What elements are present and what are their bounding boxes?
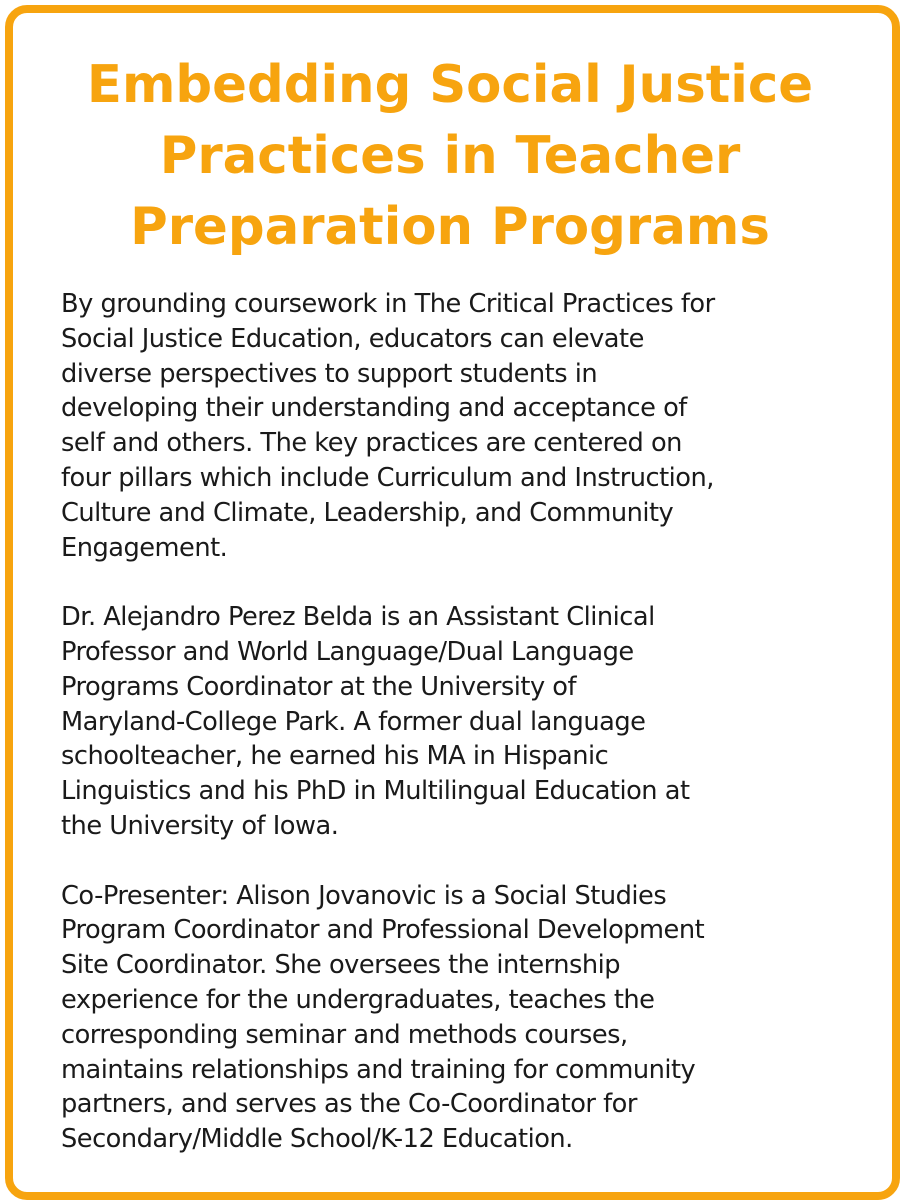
title-line: Embedding Social Justice	[86, 55, 814, 115]
text-line: maintains relationships and training for community	[61, 1054, 696, 1085]
text-line: four pillars which include Curriculum and Instruction,	[61, 462, 714, 493]
text-line: Secondary/Middle School/K-12 Education.	[61, 1124, 573, 1155]
text-line: Maryland-College Park. A former dual language	[61, 706, 646, 737]
body-text	[61, 287, 861, 1192]
text-line: corresponding seminar and methods courses,	[61, 1019, 628, 1050]
title-line: Preparation Programs	[130, 197, 770, 257]
text-line: Engagement.	[61, 532, 228, 563]
text-line: partners, and serves as the Co-Coordinator for	[61, 1089, 637, 1120]
text-line: schoolteacher, he earned his MA in Hispanic	[61, 741, 609, 772]
title-line: Practices in Teacher	[159, 126, 741, 186]
text-line: Social Justice Education, educators can elevate	[61, 323, 644, 354]
paragraph-overview	[61, 287, 861, 565]
text-line: By grounding coursework in The Critical Practices for	[61, 289, 715, 319]
text-line: developing their understanding and acceptance of	[61, 393, 687, 424]
paragraph-co-presenter-bio	[61, 879, 861, 1157]
text-line: the University of Iowa.	[61, 810, 339, 841]
text-line: Site Coordinator. She oversees the internship	[61, 950, 621, 981]
page-title	[0, 50, 900, 263]
paragraph-presenter-bio	[61, 600, 861, 844]
text-line: Culture and Climate, Leadership, and Community	[61, 497, 674, 528]
text-line: experience for the undergraduates, teaches the	[61, 984, 655, 1015]
text-line: self and others. The key practices are centered on	[61, 428, 682, 459]
text-line: Program Coordinator and Professional Development	[61, 915, 705, 946]
text-line: Professor and World Language/Dual Language	[61, 636, 634, 667]
text-line: Programs Coordinator at the University of	[61, 671, 577, 702]
text-line: Linguistics and his PhD in Multilingual Education at	[61, 776, 690, 807]
text-line: Co-Presenter: Alison Jovanovic is a Social Studies	[61, 880, 667, 911]
text-line: Dr. Alejandro Perez Belda is an Assistant Clinical	[61, 602, 655, 633]
text-line: diverse perspectives to support students in	[61, 358, 598, 389]
